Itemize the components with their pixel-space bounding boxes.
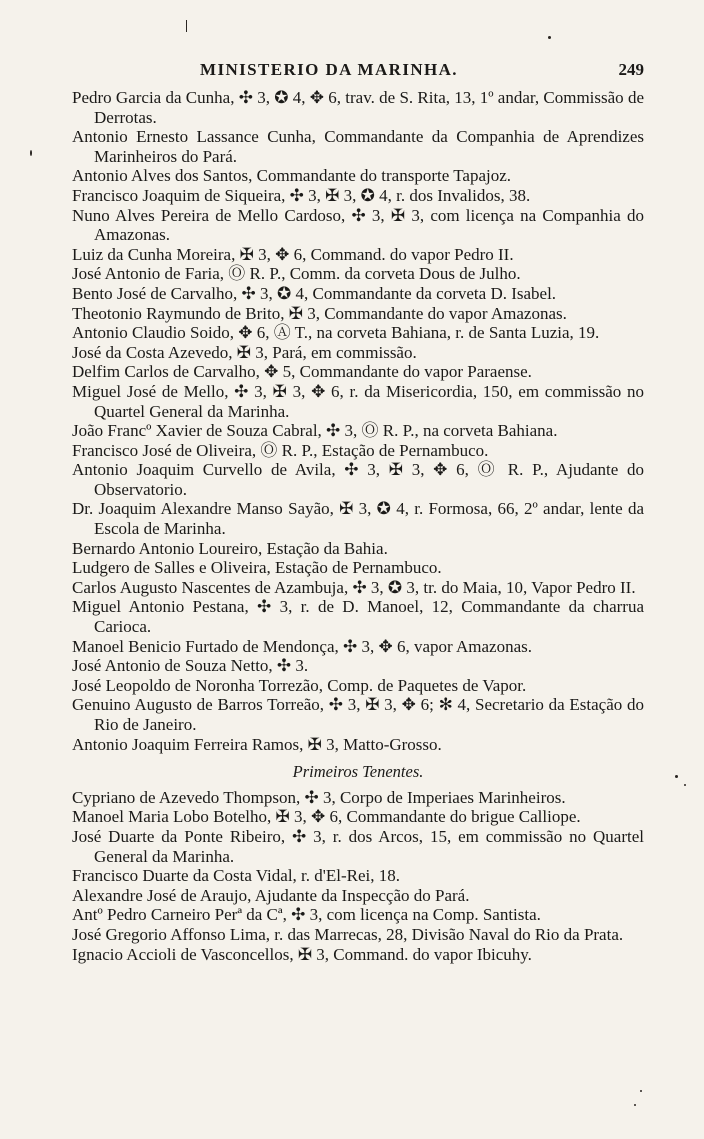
paper-speck: [186, 20, 187, 32]
list-item: Manoel Maria Lobo Botelho, ✠ 3, ✥ 6, Commandante do brigue Calliope.: [72, 807, 581, 827]
list-item: José Antonio de Faria, Ⓞ R. P., Comm. da corveta Dous de Julho.: [72, 264, 521, 284]
officer-listing: [72, 88, 644, 964]
list-item: José Duarte da Ponte Ribeiro, ✣ 3, r. dos Arcos, 15, em commissão no Quartel General da Marinha.: [72, 826, 644, 866]
list-item: Antonio Ernesto Lassance Cunha, Commandante da Companhia de Aprendizes Marinheiros do Pará.: [72, 127, 644, 166]
list-item: Antonio Claudio Soido, ✥ 6, Ⓐ T., na corveta Bahiana, r. de Santa Luzia, 19.: [72, 323, 600, 343]
list-item: Dr. Joaquim Alexandre Manso Sayão, ✠ 3, ✪ 4, r. Formosa, 66, 2º andar, lente da Escola de Marinha.: [72, 499, 644, 539]
list-item: Bento José de Carvalho, ✣ 3, ✪ 4, Commandante da corveta D. Isabel.: [72, 283, 557, 303]
list-item: Delfim Carlos de Carvalho, ✥ 5, Commandante do vapor Paraense.: [72, 362, 532, 382]
paper-speck: [30, 150, 32, 156]
page-number: 249: [618, 60, 644, 79]
page-header: [72, 60, 644, 82]
list-item: Francisco José de Oliveira, Ⓞ R. P., Estação de Pernambuco.: [72, 440, 489, 460]
section-heading: Primeiros Tenentes.: [292, 762, 424, 782]
list-item: José Antonio de Souza Netto, ✣ 3.: [72, 656, 309, 676]
list-item: Nuno Alves Pereira de Mello Cardoso, ✣ 3, ✠ 3, com licença na Companhia do Amazonas.: [72, 205, 644, 245]
list-item: Antonio Joaquim Ferreira Ramos, ✠ 3, Matto-Grosso.: [72, 734, 442, 754]
paper-speck: [675, 775, 678, 778]
list-item: Alexandre José de Araujo, Ajudante da Inspecção do Pará.: [72, 885, 470, 905]
list-item: Antonio Alves dos Santos, Commandante do transporte Tapajoz.: [72, 166, 512, 186]
list-item: Ignacio Accioli de Vasconcellos, ✠ 3, Command. do vapor Ibicuhy.: [72, 944, 532, 964]
list-item: Cypriano de Azevedo Thompson, ✣ 3, Corpo de Imperiaes Marinheiros.: [72, 787, 566, 807]
list-item: Francisco Joaquim de Siqueira, ✣ 3, ✠ 3, ✪ 4, r. dos Invalidos, 38.: [72, 185, 531, 205]
paper-speck: [548, 36, 551, 39]
list-item: José Gregorio Affonso Lima, r. das Marrecas, 28, Divisão Naval do Rio da Prata.: [72, 924, 624, 944]
page-title: MINISTERIO DA MARINHA.: [200, 60, 458, 79]
list-item: Francisco Duarte da Costa Vidal, r. d'El-Rei, 18.: [72, 866, 400, 886]
list-item: José da Costa Azevedo, ✠ 3, Pará, em commissão.: [72, 342, 417, 362]
paper-speck: [634, 1104, 636, 1106]
list-item: Genuino Augusto de Barros Torreão, ✣ 3, ✠ 3, ✥ 6; ✻ 4, Secretario da Estação do Rio de Janeiro.: [72, 695, 644, 734]
list-item: Luiz da Cunha Moreira, ✠ 3, ✥ 6, Command. do vapor Pedro II.: [72, 244, 514, 264]
paper-speck: [684, 784, 686, 786]
list-item: Carlos Augusto Nascentes de Azambuja, ✣ 3, ✪ 3, tr. do Maia, 10, Vapor Pedro II.: [72, 577, 636, 597]
paper-speck: [640, 1090, 642, 1092]
list-item: João Francº Xavier de Souza Cabral, ✣ 3, Ⓞ R. P., na corveta Bahiana.: [72, 421, 558, 441]
list-item: Pedro Garcia da Cunha, ✣ 3, ✪ 4, ✥ 6, trav. de S. Rita, 13, 1º andar, Commissão de Derrotas.: [72, 88, 644, 127]
list-item: Antonio Joaquim Curvello de Avila, ✣ 3, ✠ 3, ✥ 6, Ⓞ R. P., Ajudante do Observatorio.: [72, 460, 644, 499]
list-item: Bernardo Antonio Loureiro, Estação da Bahia.: [72, 538, 388, 558]
list-item: Miguel Antonio Pestana, ✣ 3, r. de D. Manoel, 12, Commandante da charrua Carioca.: [72, 597, 644, 637]
list-item: Theotonio Raymundo de Brito, ✠ 3, Commandante do vapor Amazonas.: [72, 303, 567, 323]
list-item: Manoel Benicio Furtado de Mendonça, ✣ 3, ✥ 6, vapor Amazonas.: [72, 636, 532, 656]
list-item: Antº Pedro Carneiro Perª da Cª, ✣ 3, com licença na Comp. Santista.: [72, 905, 541, 925]
list-item: José Leopoldo de Noronha Torrezão, Comp. de Paquetes de Vapor.: [72, 675, 527, 695]
list-item: Ludgero de Salles e Oliveira, Estação de Pernambuco.: [72, 558, 442, 578]
list-item: Miguel José de Mello, ✣ 3, ✠ 3, ✥ 6, r. da Misericordia, 150, em commissão no Quartel General da Marinha.: [72, 381, 644, 421]
